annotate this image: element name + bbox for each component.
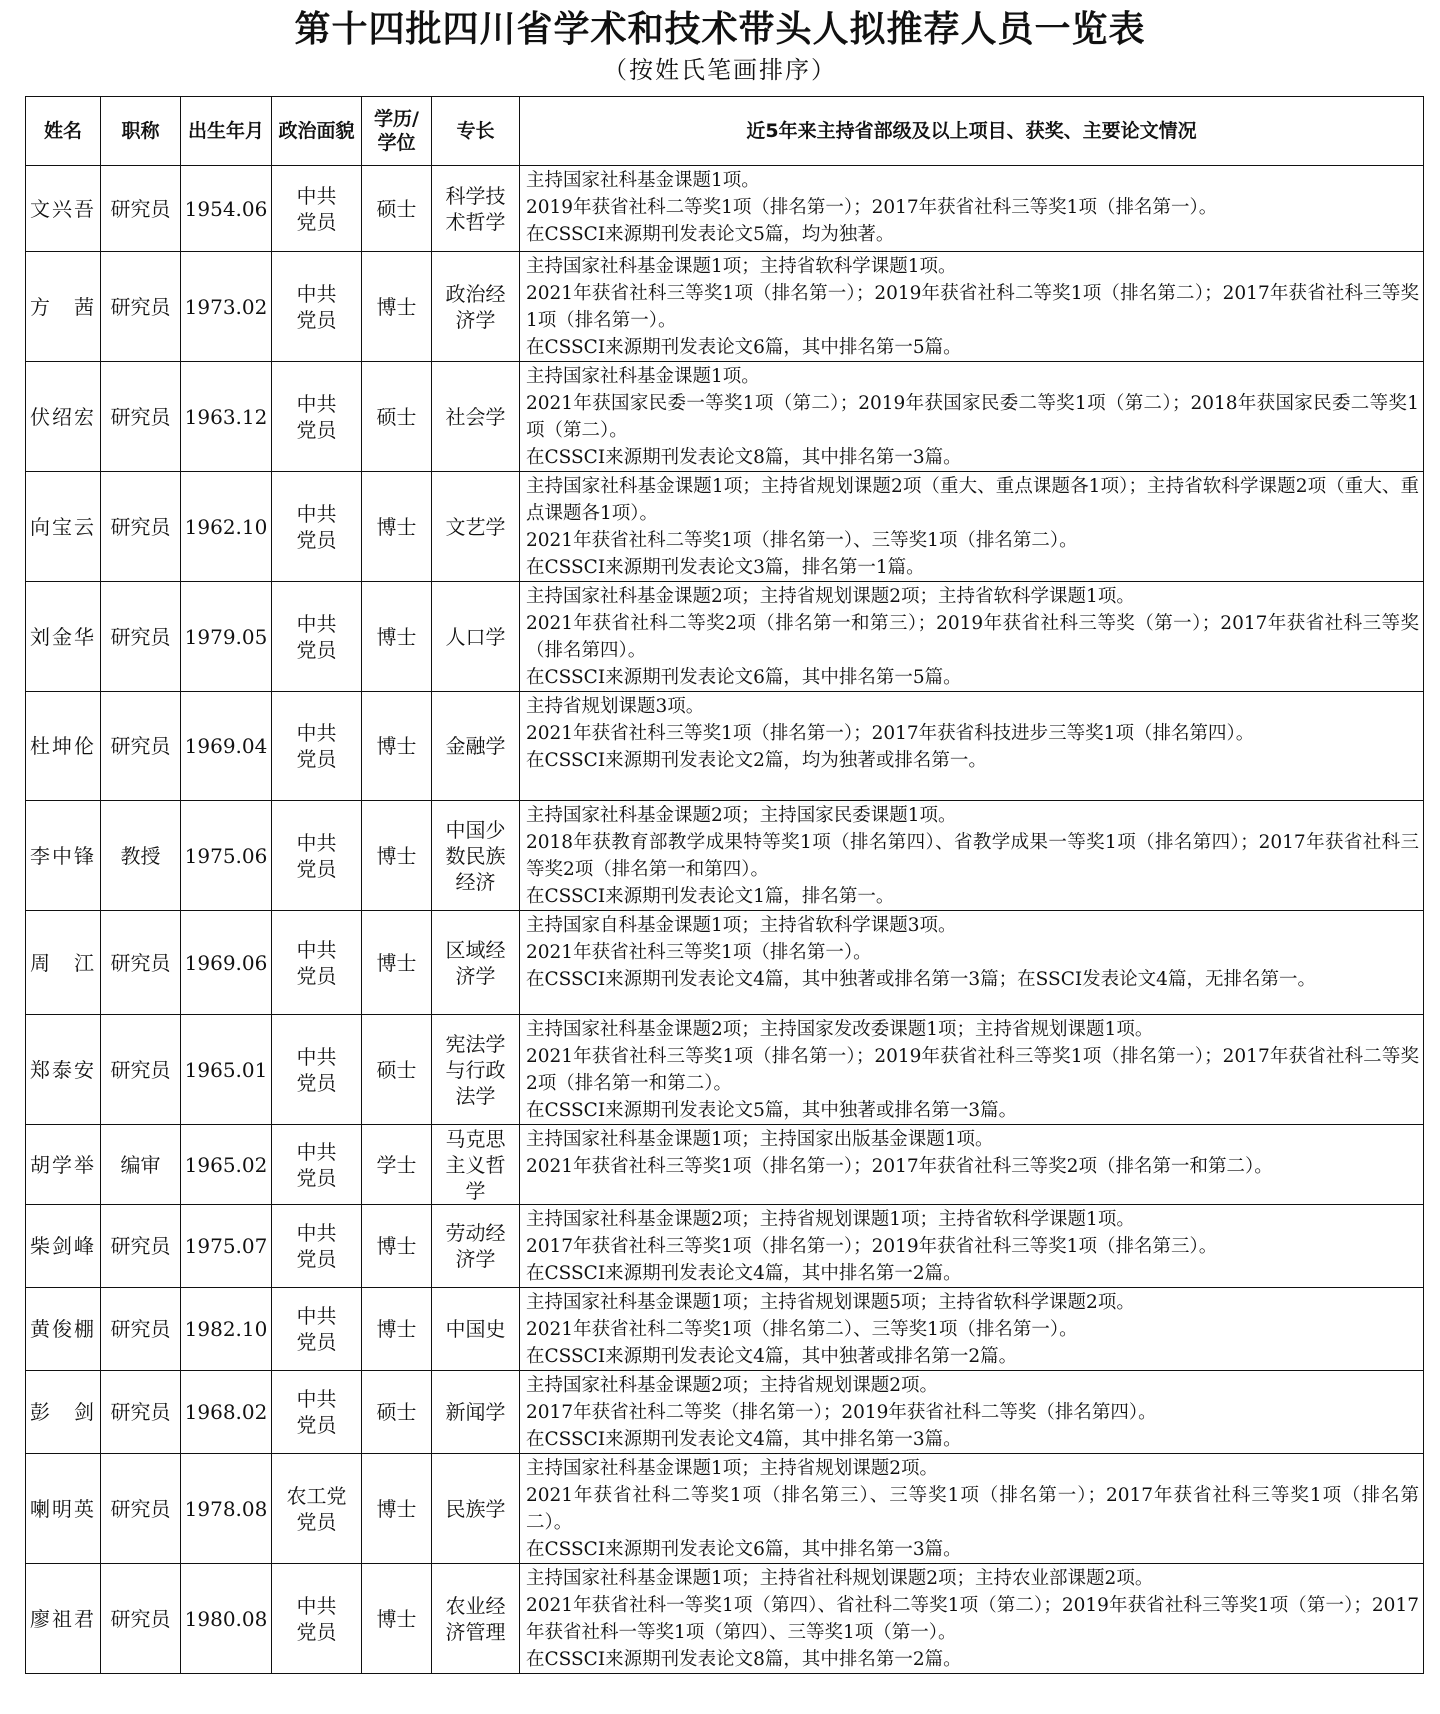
row-political-cell (272, 1015, 362, 1125)
row-title-cell (101, 1205, 181, 1288)
row-title: 研究员 (110, 196, 171, 221)
row-specialty-cell (432, 1205, 520, 1288)
row-detail-line: 2021年获国家民委一等奖1项（第二）；2019年获国家民委二等奖1项（第二）；2018年获国家民委二等奖1项（第二）。 (526, 393, 1419, 441)
table-row (26, 1015, 1424, 1125)
row-title: 编审 (120, 1152, 161, 1177)
row-political-cell (272, 472, 362, 582)
row-degree: 学士 (376, 1152, 417, 1177)
row-name-cell (26, 1564, 101, 1674)
row-detail-line: 主持国家社科基金课题1项；主持省软科学课题1项。 (526, 256, 957, 277)
row-title-cell (101, 252, 181, 362)
row-degree-cell (362, 472, 432, 582)
row-title: 研究员 (110, 1317, 171, 1341)
row-political: 中共党员 (296, 611, 337, 662)
row-title-cell (101, 582, 181, 692)
row-detail-line: 2021年获省社科三等奖1项（排名第一）；2019年获省社科三等奖1项（排名第一）；2017年获省社科二等奖2项（排名第一和第二）。 (526, 1046, 1419, 1094)
row-birth: 1954.06 (184, 196, 268, 221)
row-detail-line: 在CSSCI来源期刊发表论文5篇，其中独著或排名第一3篇。 (526, 1100, 1018, 1121)
row-political: 中共党员 (296, 1221, 337, 1271)
row-details-cell (520, 362, 1424, 472)
row-specialty-cell (432, 362, 520, 472)
row-title-cell (101, 1371, 181, 1454)
row-birth-cell (181, 1454, 272, 1564)
row-birth-cell (181, 582, 272, 692)
row-details-cell (520, 1371, 1424, 1454)
table-row (26, 1564, 1424, 1674)
row-degree-cell (362, 1288, 432, 1371)
row-specialty: 金融学 (445, 734, 506, 758)
row-specialty: 劳动经济学 (445, 1221, 506, 1271)
row-birth: 1962.10 (184, 514, 268, 539)
row-name: 柴剑峰 (30, 1234, 96, 1258)
row-degree-cell (362, 692, 432, 801)
row-name-cell (26, 911, 101, 1015)
row-birth: 1965.02 (184, 1152, 268, 1177)
row-specialty: 中国少数民族经济 (445, 817, 506, 894)
row-political-cell (272, 166, 362, 252)
page-subtitle: （按姓氏笔画排序） (603, 56, 837, 84)
row-birth: 1979.05 (184, 624, 268, 649)
row-title: 研究员 (110, 514, 171, 539)
table-row (26, 252, 1424, 362)
row-details-cell (520, 801, 1424, 911)
table-row (26, 1125, 1424, 1205)
row-detail-line: 2021年获省社科二等奖1项（排名第二）、三等奖1项（排名第一）。 (526, 1319, 1078, 1340)
row-birth: 1978.08 (184, 1496, 268, 1521)
row-degree: 博士 (376, 1234, 417, 1258)
row-degree-cell (362, 1371, 432, 1454)
row-degree: 博士 (376, 1606, 417, 1631)
row-name: 伏绍宏 (30, 404, 96, 429)
row-details-cell (520, 1125, 1424, 1205)
row-title: 研究员 (110, 624, 171, 649)
row-title: 研究员 (110, 1496, 171, 1521)
header-row (26, 97, 1424, 166)
row-degree-cell (362, 252, 432, 362)
row-birth: 1969.06 (184, 950, 268, 975)
table-body (26, 166, 1424, 1674)
row-name-cell (26, 1205, 101, 1288)
row-detail-line: 在CSSCI来源期刊发表论文4篇，其中独著或排名第一2篇。 (526, 1346, 1018, 1367)
row-detail-line: 2021年获省社科二等奖1项（排名第一）、三等奖1项（排名第二）。 (526, 530, 1078, 551)
row-detail-line: 2021年获省社科一等奖1项（第四）、省社科二等奖1项（第二）；2019年获省社科三等奖1项（第一）；2017年获省社科一等奖1项（第四）、三等奖1项（第一）。 (526, 1595, 1419, 1643)
row-birth-cell (181, 1564, 272, 1674)
row-title: 研究员 (110, 1606, 171, 1631)
row-detail-line: 在CSSCI来源期刊发表论文4篇，其中排名第一2篇。 (526, 1263, 962, 1284)
row-specialty-cell (432, 911, 520, 1015)
row-title-cell (101, 1015, 181, 1125)
row-specialty: 民族学 (445, 1496, 506, 1521)
row-detail-line: 2018年获教育部教学成果特等奖1项（排名第四）、省教学成果一等奖1项（排名第四）；2017年获省社科三等奖2项（排名第一和第四）。 (526, 832, 1419, 880)
row-birth: 1982.10 (184, 1317, 268, 1341)
row-birth-cell (181, 1015, 272, 1125)
row-birth: 1973.02 (184, 294, 268, 319)
row-name-cell (26, 472, 101, 582)
row-name-cell (26, 1454, 101, 1564)
row-name-cell (26, 1288, 101, 1371)
row-title-cell (101, 911, 181, 1015)
row-degree-cell (362, 166, 432, 252)
row-details-cell (520, 1454, 1424, 1564)
row-title: 研究员 (110, 1400, 171, 1424)
row-specialty: 中国史 (445, 1317, 506, 1341)
row-degree: 硕士 (376, 196, 417, 221)
row-name: 刘金华 (30, 624, 96, 649)
row-degree-cell (362, 1205, 432, 1288)
row-title-cell (101, 1288, 181, 1371)
row-political: 中共党员 (296, 1044, 337, 1095)
row-name: 喇明英 (30, 1496, 96, 1521)
row-title-cell (101, 1454, 181, 1564)
row-specialty-cell (432, 472, 520, 582)
candidate-table (25, 96, 1424, 1674)
row-specialty-cell (432, 166, 520, 252)
row-specialty: 文艺学 (445, 514, 506, 539)
row-birth-cell (181, 1205, 272, 1288)
row-birth-cell (181, 472, 272, 582)
row-degree-cell (362, 1015, 432, 1125)
row-specialty-cell (432, 1564, 520, 1674)
row-detail-line: 2021年获省社科二等奖1项（排名第三）、三等奖1项（排名第一）；2017年获省社科三等奖1项（排名第二）。 (526, 1485, 1419, 1533)
row-specialty-cell (432, 582, 520, 692)
row-degree-cell (362, 1125, 432, 1205)
row-degree: 博士 (376, 624, 417, 649)
row-title-cell (101, 692, 181, 801)
row-name: 周 江 (30, 950, 96, 975)
row-degree: 硕士 (376, 1400, 417, 1424)
row-degree: 博士 (376, 734, 417, 758)
row-degree: 博士 (376, 950, 417, 975)
page-title: 第十四批四川省学术和技术带头人拟推荐人员一览表 (294, 9, 1146, 50)
row-detail-line: 主持国家社科基金课题2项；主持国家民委课题1项。 (526, 805, 957, 826)
row-birth: 1963.12 (184, 404, 268, 429)
row-detail-line: 在CSSCI来源期刊发表论文4篇，其中独著或排名第一3篇；在SSCI发表论文4篇，无排名第一。 (526, 969, 1316, 990)
row-political: 中共党员 (296, 1139, 337, 1190)
row-political-cell (272, 911, 362, 1015)
row-political-cell (272, 1288, 362, 1371)
row-details-cell (520, 472, 1424, 582)
row-degree: 博士 (376, 514, 417, 539)
row-political: 中共党员 (296, 1304, 337, 1354)
row-title-cell (101, 472, 181, 582)
row-specialty: 政治经济学 (445, 281, 506, 332)
row-specialty-cell (432, 801, 520, 911)
row-details-cell (520, 252, 1424, 362)
row-name: 黄俊棚 (30, 1317, 96, 1341)
row-name: 廖祖君 (30, 1606, 96, 1631)
row-title-cell (101, 1564, 181, 1674)
row-specialty-cell (432, 1371, 520, 1454)
row-detail-line: 在CSSCI来源期刊发表论文2篇，均为独著或排名第一。 (526, 750, 987, 771)
row-detail-line: 主持国家社科基金课题2项；主持省规划课题2项；主持省软科学课题1项。 (526, 586, 1135, 607)
row-specialty: 社会学 (445, 404, 506, 429)
row-detail-line: 2021年获省社科三等奖1项（排名第一）。 (526, 942, 872, 963)
row-political: 中共党员 (296, 1387, 337, 1437)
row-birth-cell (181, 801, 272, 911)
table-row (26, 1205, 1424, 1288)
row-detail-line: 在CSSCI来源期刊发表论文5篇，均为独著。 (526, 224, 895, 245)
row-birth-cell (181, 252, 272, 362)
row-political: 中共党员 (296, 937, 337, 988)
row-birth-cell (181, 1125, 272, 1205)
row-detail-line: 在CSSCI来源期刊发表论文6篇，其中排名第一5篇。 (526, 667, 962, 688)
table-row (26, 911, 1424, 1015)
row-political: 中共党员 (296, 281, 337, 332)
table-row (26, 692, 1424, 801)
row-name-cell (26, 1015, 101, 1125)
row-birth-cell (181, 1288, 272, 1371)
row-specialty: 科学技术哲学 (445, 183, 506, 234)
row-name-cell (26, 692, 101, 801)
row-detail-line: 主持国家社科基金课题1项；主持省社科规划课题2项；主持农业部课题2项。 (526, 1568, 1154, 1589)
row-political-cell (272, 362, 362, 472)
row-political-cell (272, 801, 362, 911)
row-title-cell (101, 1125, 181, 1205)
row-details-cell (520, 911, 1424, 1015)
row-detail-line: 在CSSCI来源期刊发表论文4篇，其中排名第一3篇。 (526, 1429, 962, 1450)
col-header-degree: 学历/学位 (362, 97, 432, 166)
table-row (26, 472, 1424, 582)
row-birth-cell (181, 362, 272, 472)
row-name: 方 茜 (30, 294, 96, 319)
col-header-details: 近5年来主持省部级及以上项目、获奖、主要论文情况 (520, 97, 1424, 166)
row-specialty-cell (432, 1454, 520, 1564)
row-title: 研究员 (110, 950, 171, 975)
row-detail-line: 在CSSCI来源期刊发表论文6篇，其中排名第一3篇。 (526, 1539, 962, 1560)
row-name: 文兴吾 (30, 196, 96, 221)
row-title: 研究员 (110, 1057, 171, 1082)
row-name: 郑泰安 (30, 1057, 96, 1082)
row-detail-line: 2017年获省社科二等奖（排名第一）；2019年获省社科二等奖（排名第四）。 (526, 1402, 1157, 1423)
table-row (26, 1371, 1424, 1454)
row-political: 中共党员 (296, 501, 337, 552)
row-title: 研究员 (110, 734, 171, 758)
row-title: 教授 (120, 843, 161, 868)
row-political-cell (272, 252, 362, 362)
row-degree-cell (362, 801, 432, 911)
row-detail-line: 2019年获省社科二等奖1项（排名第一）；2017年获省社科三等奖1项（排名第一）。 (526, 197, 1218, 218)
row-detail-line: 在CSSCI来源期刊发表论文6篇，其中排名第一5篇。 (526, 337, 962, 358)
row-specialty-cell (432, 1288, 520, 1371)
row-details-cell (520, 166, 1424, 252)
row-detail-line: 2021年获省社科三等奖1项（排名第一）；2017年获省科技进步三等奖1项（排名第四）。 (526, 723, 1255, 744)
row-degree-cell (362, 582, 432, 692)
row-political: 中共党员 (296, 391, 337, 442)
row-detail-line: 主持国家社科基金课题1项。 (526, 170, 760, 191)
row-name-cell (26, 362, 101, 472)
row-birth: 1975.06 (184, 843, 268, 868)
row-degree-cell (362, 1564, 432, 1674)
row-political-cell (272, 1454, 362, 1564)
table-row (26, 362, 1424, 472)
row-name: 彭 剑 (30, 1400, 96, 1424)
row-name-cell (26, 1125, 101, 1205)
col-header-political: 政治面貌 (272, 97, 362, 166)
row-birth: 1968.02 (184, 1400, 268, 1424)
row-birth: 1975.07 (184, 1234, 268, 1258)
row-detail-line: 主持国家社科基金课题1项；主持国家出版基金课题1项。 (526, 1129, 994, 1150)
row-birth: 1980.08 (184, 1606, 268, 1631)
row-name-cell (26, 582, 101, 692)
row-detail-line: 2017年获省社科三等奖1项（排名第一）；2019年获省社科三等奖1项（排名第三）。 (526, 1236, 1218, 1257)
row-birth-cell (181, 166, 272, 252)
row-degree: 博士 (376, 294, 417, 319)
row-details-cell (520, 692, 1424, 801)
table-row (26, 801, 1424, 911)
row-details-cell (520, 582, 1424, 692)
row-details-cell (520, 1288, 1424, 1371)
row-degree-cell (362, 911, 432, 1015)
row-name-cell (26, 1371, 101, 1454)
row-political: 中共党员 (296, 1593, 337, 1644)
row-name: 杜坤伦 (30, 734, 96, 758)
row-degree: 硕士 (376, 1057, 417, 1082)
row-degree-cell (362, 1454, 432, 1564)
row-political: 农工党党员 (286, 1483, 347, 1534)
row-birth: 1969.04 (184, 734, 268, 758)
row-birth-cell (181, 692, 272, 801)
row-name: 向宝云 (30, 514, 96, 539)
row-detail-line: 主持省规划课题3项。 (526, 696, 705, 717)
row-specialty-cell (432, 252, 520, 362)
row-detail-line: 在CSSCI来源期刊发表论文1篇，排名第一。 (526, 886, 895, 907)
row-political: 中共党员 (296, 183, 337, 234)
row-title: 研究员 (110, 294, 171, 319)
row-detail-line: 主持国家社科基金课题2项；主持省规划课题1项；主持省软科学课题1项。 (526, 1209, 1135, 1230)
row-details-cell (520, 1564, 1424, 1674)
row-name-cell (26, 252, 101, 362)
row-title: 研究员 (110, 1234, 171, 1258)
row-detail-line: 2021年获省社科三等奖1项（排名第一）；2017年获省社科三等奖2项（排名第一和第二）。 (526, 1156, 1273, 1177)
row-title-cell (101, 362, 181, 472)
row-detail-line: 在CSSCI来源期刊发表论文8篇，其中排名第一2篇。 (526, 1649, 962, 1670)
row-degree: 博士 (376, 843, 417, 868)
table-row (26, 1288, 1424, 1371)
row-name-cell (26, 166, 101, 252)
row-title: 研究员 (110, 404, 171, 429)
row-birth: 1965.01 (184, 1057, 268, 1082)
row-detail-line: 2021年获省社科二等奖2项（排名第一和第三）；2019年获省社科三等奖（第一）；2017年获省社科三等奖（排名第四）。 (526, 613, 1419, 661)
row-specialty: 农业经济管理 (445, 1593, 506, 1644)
row-specialty: 人口学 (445, 624, 506, 649)
row-degree: 硕士 (376, 404, 417, 429)
row-title-cell (101, 801, 181, 911)
row-specialty: 新闻学 (445, 1400, 506, 1424)
row-title-cell (101, 166, 181, 252)
table-row (26, 1454, 1424, 1564)
row-political-cell (272, 1371, 362, 1454)
table-row (26, 166, 1424, 252)
row-political-cell (272, 582, 362, 692)
row-degree: 博士 (376, 1317, 417, 1341)
row-specialty-cell (432, 1015, 520, 1125)
row-details-cell (520, 1015, 1424, 1125)
row-detail-line: 主持国家社科基金课题2项；主持国家发改委课题1项；主持省规划课题1项。 (526, 1019, 1154, 1040)
row-political-cell (272, 1125, 362, 1205)
row-detail-line: 主持国家社科基金课题1项。 (526, 366, 760, 387)
row-birth-cell (181, 911, 272, 1015)
col-header-name: 姓名 (26, 97, 101, 166)
row-specialty: 区域经济学 (445, 937, 506, 988)
row-detail-line: 主持国家社科基金课题1项；主持省规划课题5项；主持省软科学课题2项。 (526, 1292, 1135, 1313)
row-birth-cell (181, 1371, 272, 1454)
col-header-specialty: 专长 (432, 97, 520, 166)
row-political: 中共党员 (296, 721, 337, 771)
row-detail-line: 主持国家社科基金课题1项；主持省规划课题2项。 (526, 1458, 939, 1479)
row-specialty-cell (432, 692, 520, 801)
row-detail-line: 主持国家自科基金课题1项；主持省软科学课题3项。 (526, 915, 957, 936)
row-political-cell (272, 692, 362, 801)
row-political: 中共党员 (296, 830, 337, 881)
row-political-cell (272, 1564, 362, 1674)
row-degree: 博士 (376, 1496, 417, 1521)
row-detail-line: 2021年获省社科三等奖1项（排名第一）；2019年获省社科二等奖1项（排名第二）；2017年获省社科三等奖1项（排名第一）。 (526, 283, 1419, 331)
row-detail-line: 在CSSCI来源期刊发表论文8篇，其中排名第一3篇。 (526, 447, 962, 468)
row-details-cell (520, 1205, 1424, 1288)
row-specialty-cell (432, 1125, 520, 1205)
col-header-title: 职称 (101, 97, 181, 166)
row-degree-cell (362, 362, 432, 472)
row-detail-line: 在CSSCI来源期刊发表论文3篇，排名第一1篇。 (526, 557, 925, 578)
row-name: 李中锋 (30, 843, 96, 868)
row-detail-line: 主持国家社科基金课题2项；主持省规划课题2项。 (526, 1375, 939, 1396)
table-row (26, 582, 1424, 692)
row-name-cell (26, 801, 101, 911)
row-specialty: 马克思主义哲学 (445, 1126, 506, 1203)
row-political-cell (272, 1205, 362, 1288)
row-name: 胡学举 (30, 1152, 96, 1177)
row-detail-line: 主持国家社科基金课题1项；主持省规划课题2项（重大、重点课题各1项）；主持省软科学课题2项（重大、重点课题各1项）。 (526, 476, 1419, 524)
row-specialty: 宪法学与行政法学 (445, 1031, 506, 1108)
col-header-birth: 出生年月 (181, 97, 272, 166)
